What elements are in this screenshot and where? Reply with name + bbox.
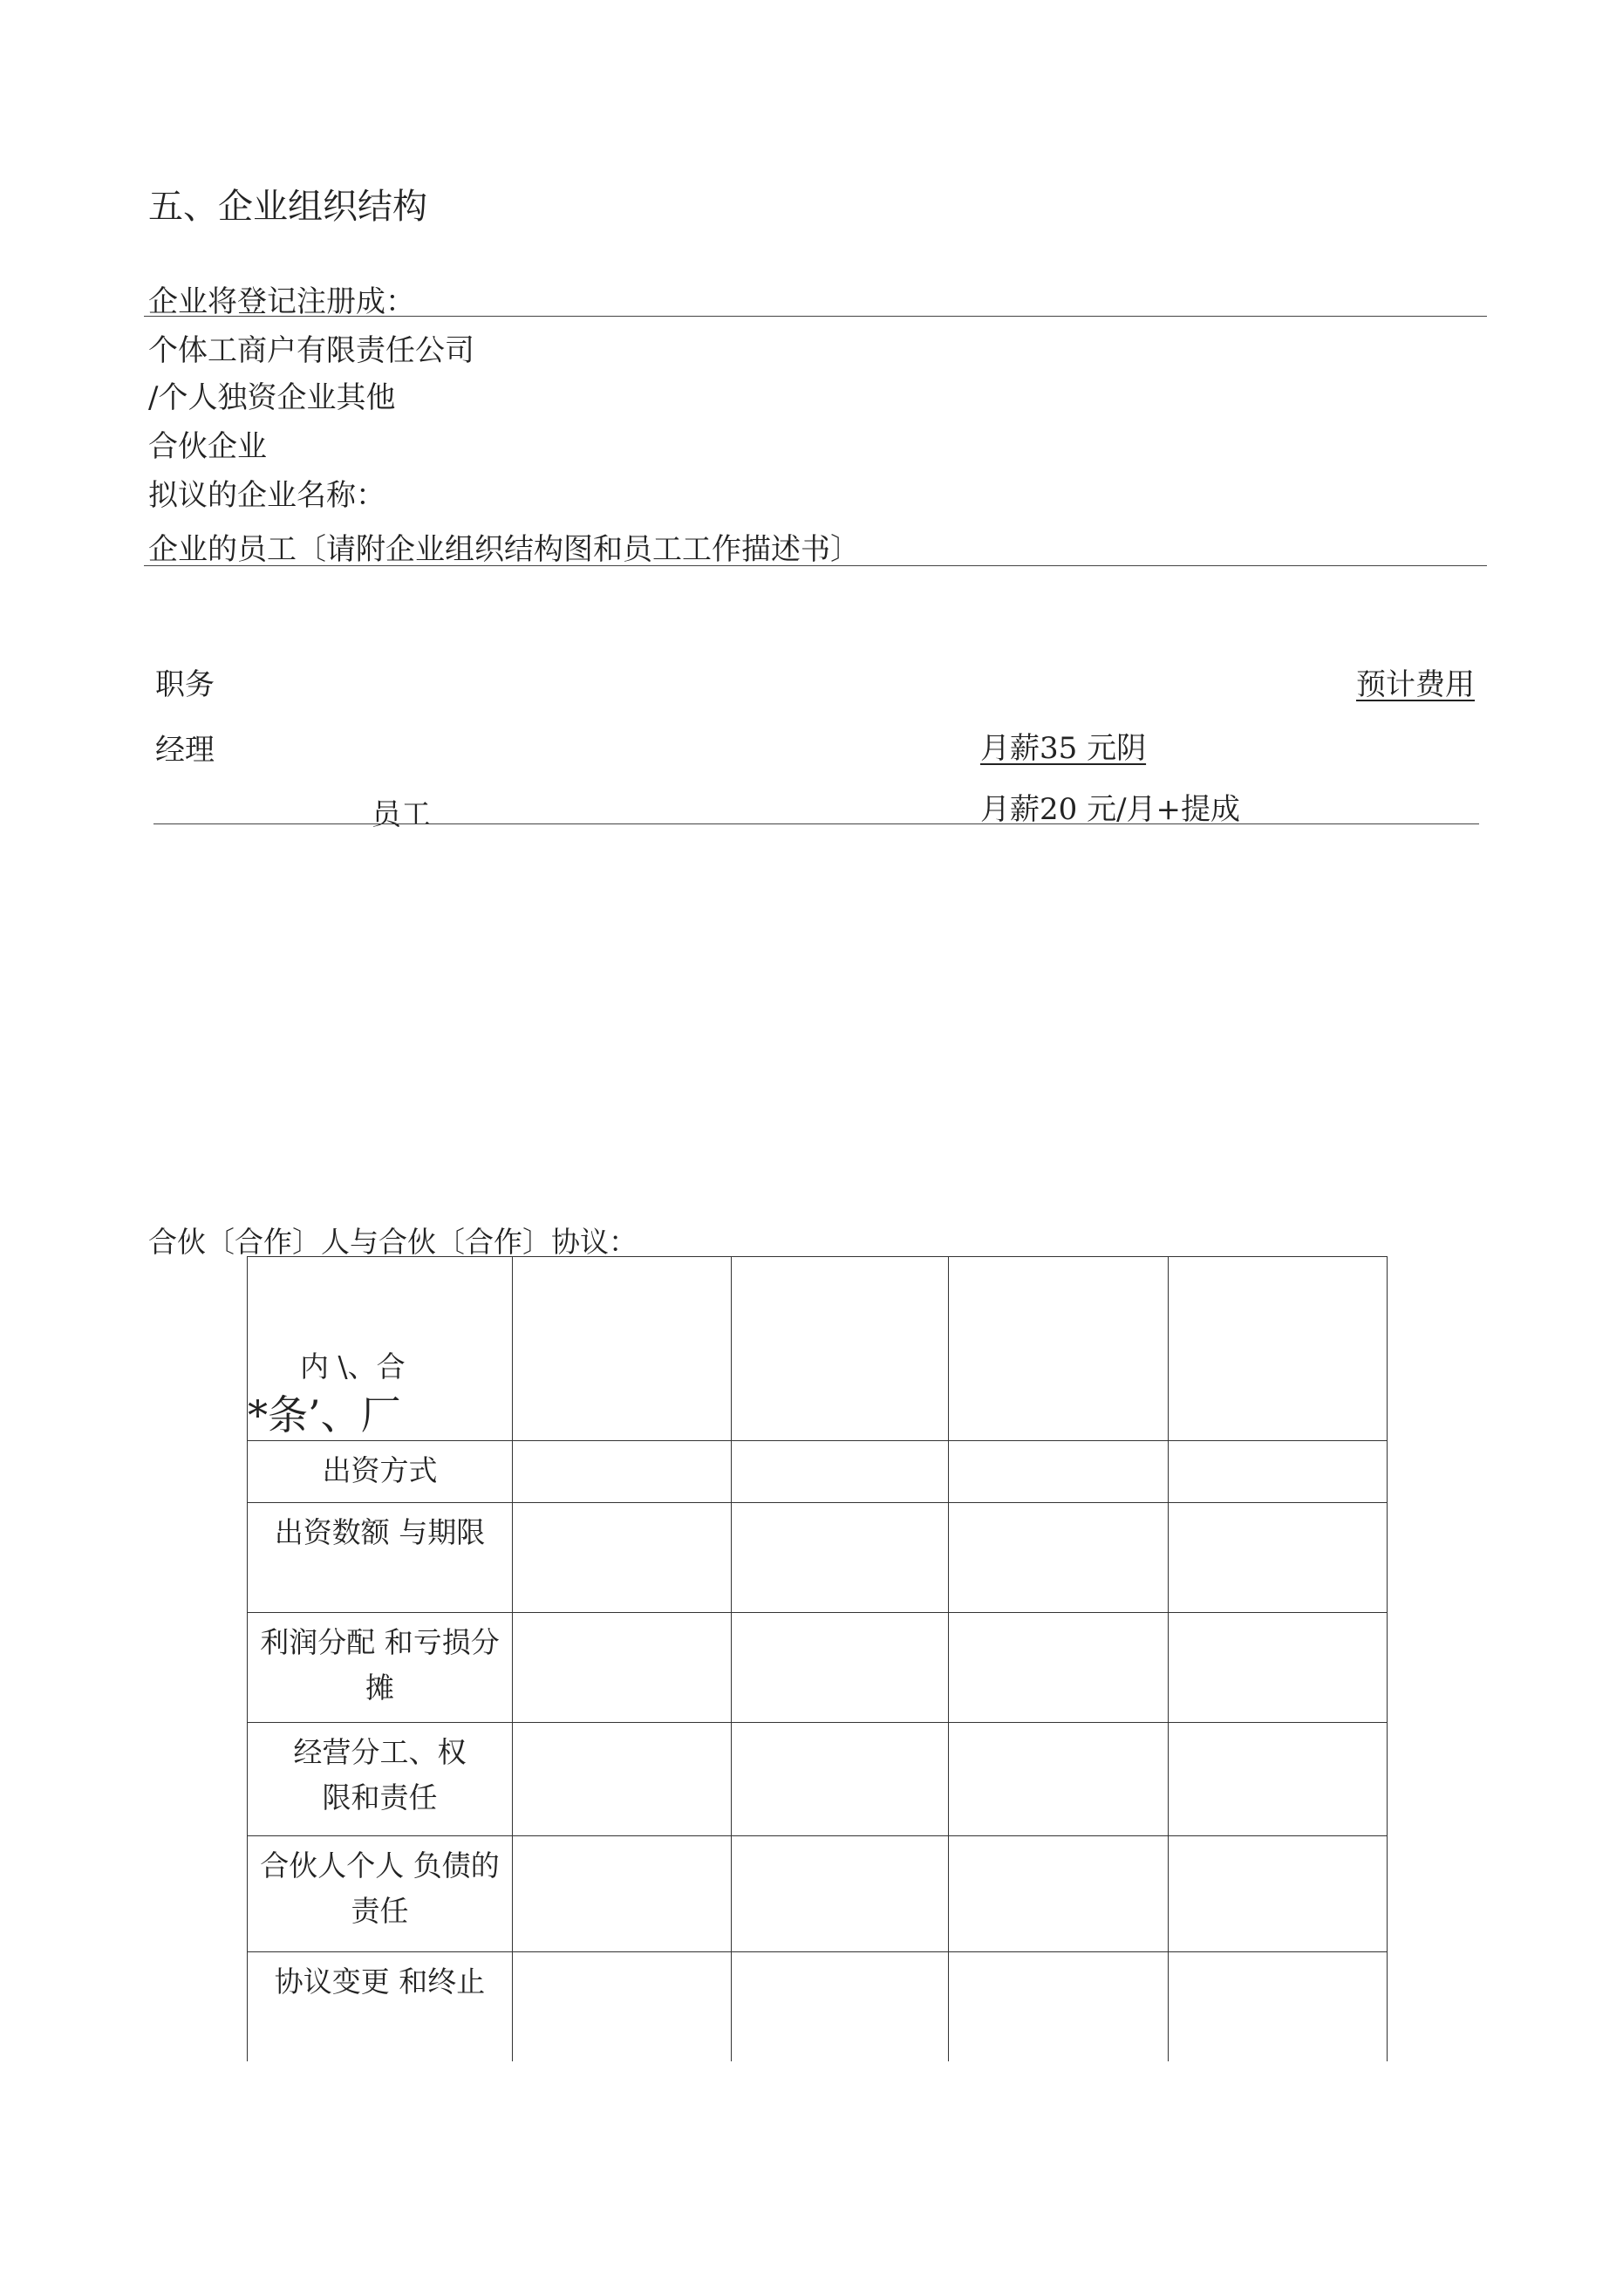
table-cell[interactable] [949, 1723, 1169, 1836]
employees-label: 企业的员工〔请附企业组织结构图和员工工作描述书〕 [148, 532, 860, 567]
table-cell[interactable] [949, 1503, 1169, 1613]
table-cell[interactable] [1169, 1613, 1388, 1723]
staff-row-cost: 月薪20 元/月+提成 [980, 792, 1241, 827]
divider-line [153, 823, 1479, 824]
table-row [248, 1723, 1388, 1836]
table-row [248, 1613, 1388, 1723]
row-label-cell: 利润分配 和亏损分摊 [248, 1613, 513, 1723]
staff-row-position: 经理 [155, 733, 215, 768]
proposed-name-label: 拟议的企业名称： [148, 478, 385, 513]
table-cell[interactable] [513, 1503, 732, 1613]
registration-option-line2: /个人独资企业其他 [148, 380, 396, 415]
col-cost-header: 预计费用 [1356, 667, 1475, 702]
partner-column-header[interactable] [732, 1257, 949, 1441]
table-cell[interactable] [949, 1952, 1169, 2061]
table-cell[interactable] [1169, 1723, 1388, 1836]
header-text-line2: *条’、厂 [248, 1391, 401, 1438]
table-cell[interactable] [1169, 1441, 1388, 1503]
table-cell[interactable] [732, 1613, 949, 1723]
table-cell[interactable] [732, 1503, 949, 1613]
staff-row-position: 员工 [372, 797, 431, 832]
table-cell[interactable] [949, 1613, 1169, 1723]
table-cell[interactable] [513, 1952, 732, 2061]
registration-option-line1: 个体工商户有限责任公司 [148, 333, 474, 368]
table-cell[interactable] [1169, 1836, 1388, 1952]
row-label-cell: 协议变更 和终止 [248, 1952, 513, 2061]
table-row [248, 1836, 1388, 1952]
table-cell[interactable] [949, 1836, 1169, 1952]
partner-column-header[interactable] [513, 1257, 732, 1441]
col-position-header: 职务 [155, 667, 215, 702]
table-cell[interactable] [732, 1836, 949, 1952]
row-label-cell: 出资方式 [248, 1441, 513, 1503]
partner-column-header[interactable] [949, 1257, 1169, 1441]
row-label-cell: 合伙人个人 负债的责任 [248, 1836, 513, 1952]
registration-prompt: 企业将登记注册成： [148, 284, 415, 319]
section-title: 五、企业组织结构 [148, 187, 427, 227]
table-row [248, 1952, 1388, 2061]
divider-line [144, 565, 1487, 566]
table-cell[interactable] [513, 1613, 732, 1723]
divider-line [144, 316, 1487, 317]
partner-column-header[interactable] [1169, 1257, 1388, 1441]
table-cell[interactable] [732, 1723, 949, 1836]
registration-option-line3: 合伙企业 [148, 429, 267, 464]
table-cell[interactable] [1169, 1952, 1388, 2061]
table-row [248, 1441, 1388, 1503]
row-label-cell: 经营分工、权限和责任 [248, 1723, 513, 1836]
table-cell[interactable] [513, 1441, 732, 1503]
table-cell[interactable] [732, 1441, 949, 1503]
table-row [248, 1257, 1388, 1441]
agreement-table [247, 1256, 1388, 2061]
table-header-cell [248, 1257, 513, 1441]
table-cell[interactable] [949, 1441, 1169, 1503]
table-cell[interactable] [513, 1836, 732, 1952]
table-cell[interactable] [1169, 1503, 1388, 1613]
agreement-label: 合伙〔合作〕人与合伙〔合作〕协议： [148, 1225, 638, 1259]
row-label-cell: 出资数额 与期限 [248, 1503, 513, 1613]
staff-row-cost: 月薪35 元阴 [980, 731, 1147, 766]
table-row [248, 1503, 1388, 1613]
header-text-line1: 内 \、合 [300, 1350, 406, 1384]
table-cell[interactable] [732, 1952, 949, 2061]
table-cell[interactable] [513, 1723, 732, 1836]
